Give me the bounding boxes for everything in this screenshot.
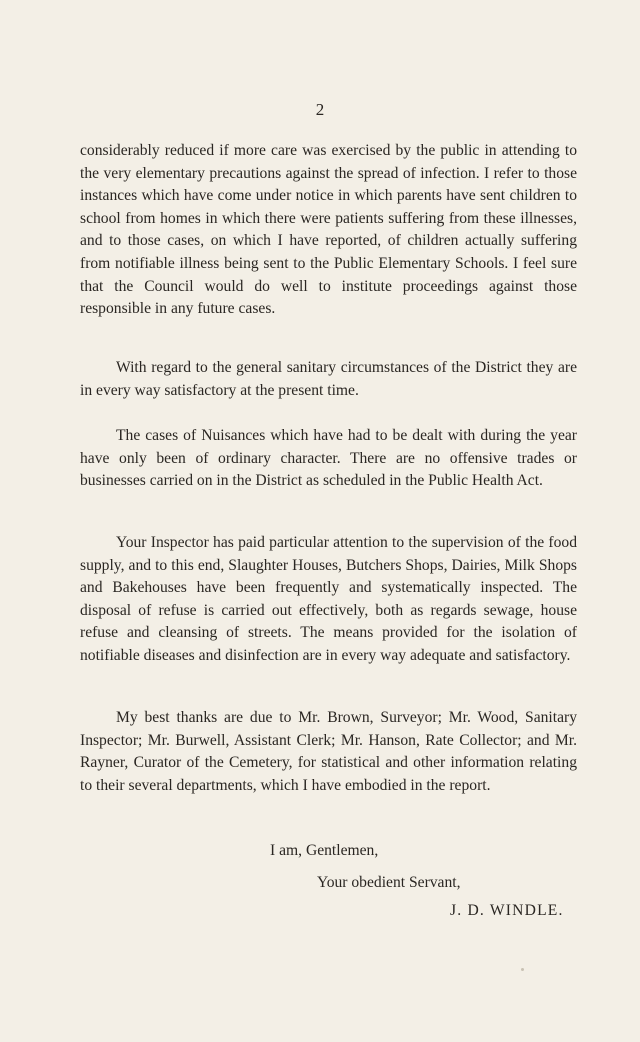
- closing-salutation: I am, Gentlemen,: [270, 842, 379, 859]
- paper-speck: [521, 968, 524, 971]
- paragraph-continuation: considerably reduced if more care was exercised by the public in attending to the very elementary precautions against the spread of infection. I refer to those instances which have come under notice in which parents have sent children to school from homes in which there were patients suffering from these illnesses, and to those cases, on which I have reported, of children actually suffering from notifiable illness being sent to the Public Elementary Schools. I feel sure that the Council would do well to institute proceedings against those responsible in any future cases.: [80, 142, 577, 318]
- paragraph-thanks: My best thanks are due to Mr. Brown, Surveyor; Mr. Wood, Sanitary Inspector; Mr. Burwell, Assistant Clerk; Mr. Hanson, Rate Collector; and Mr. Rayner, Curator of the Cemetery, for statistical and other information relating to their several departments, which I have embodied in the report.: [80, 709, 577, 794]
- page-number: 2: [315, 100, 325, 119]
- paragraph-sanitary-circumstances: With regard to the general sanitary circumstances of the District they are in every way satisfactory at the present time.: [80, 359, 577, 399]
- paragraph-inspector: Your Inspector has paid particular attention to the supervision of the food supply, and to this end, Slaughter Houses, Butchers Shops, Dairies, Milk Shops and Bakehouses have been frequently and systematically inspected. The disposal of refuse is carried out effectively, both as regards sewage, house refuse and cleansing of streets. The means provided for the isolation of notifiable diseases and disinfection are in every way adequate and satisfactory.: [80, 534, 577, 664]
- signature: J. D. WINDLE.: [450, 902, 564, 919]
- closing-valediction: Your obedient Servant,: [317, 874, 461, 891]
- paragraph-nuisances: The cases of Nuisances which have had to be dealt with during the year have only been of ordinary character. There are no offensive trades or businesses carried on in the District as scheduled in the Public Health Act.: [80, 427, 577, 490]
